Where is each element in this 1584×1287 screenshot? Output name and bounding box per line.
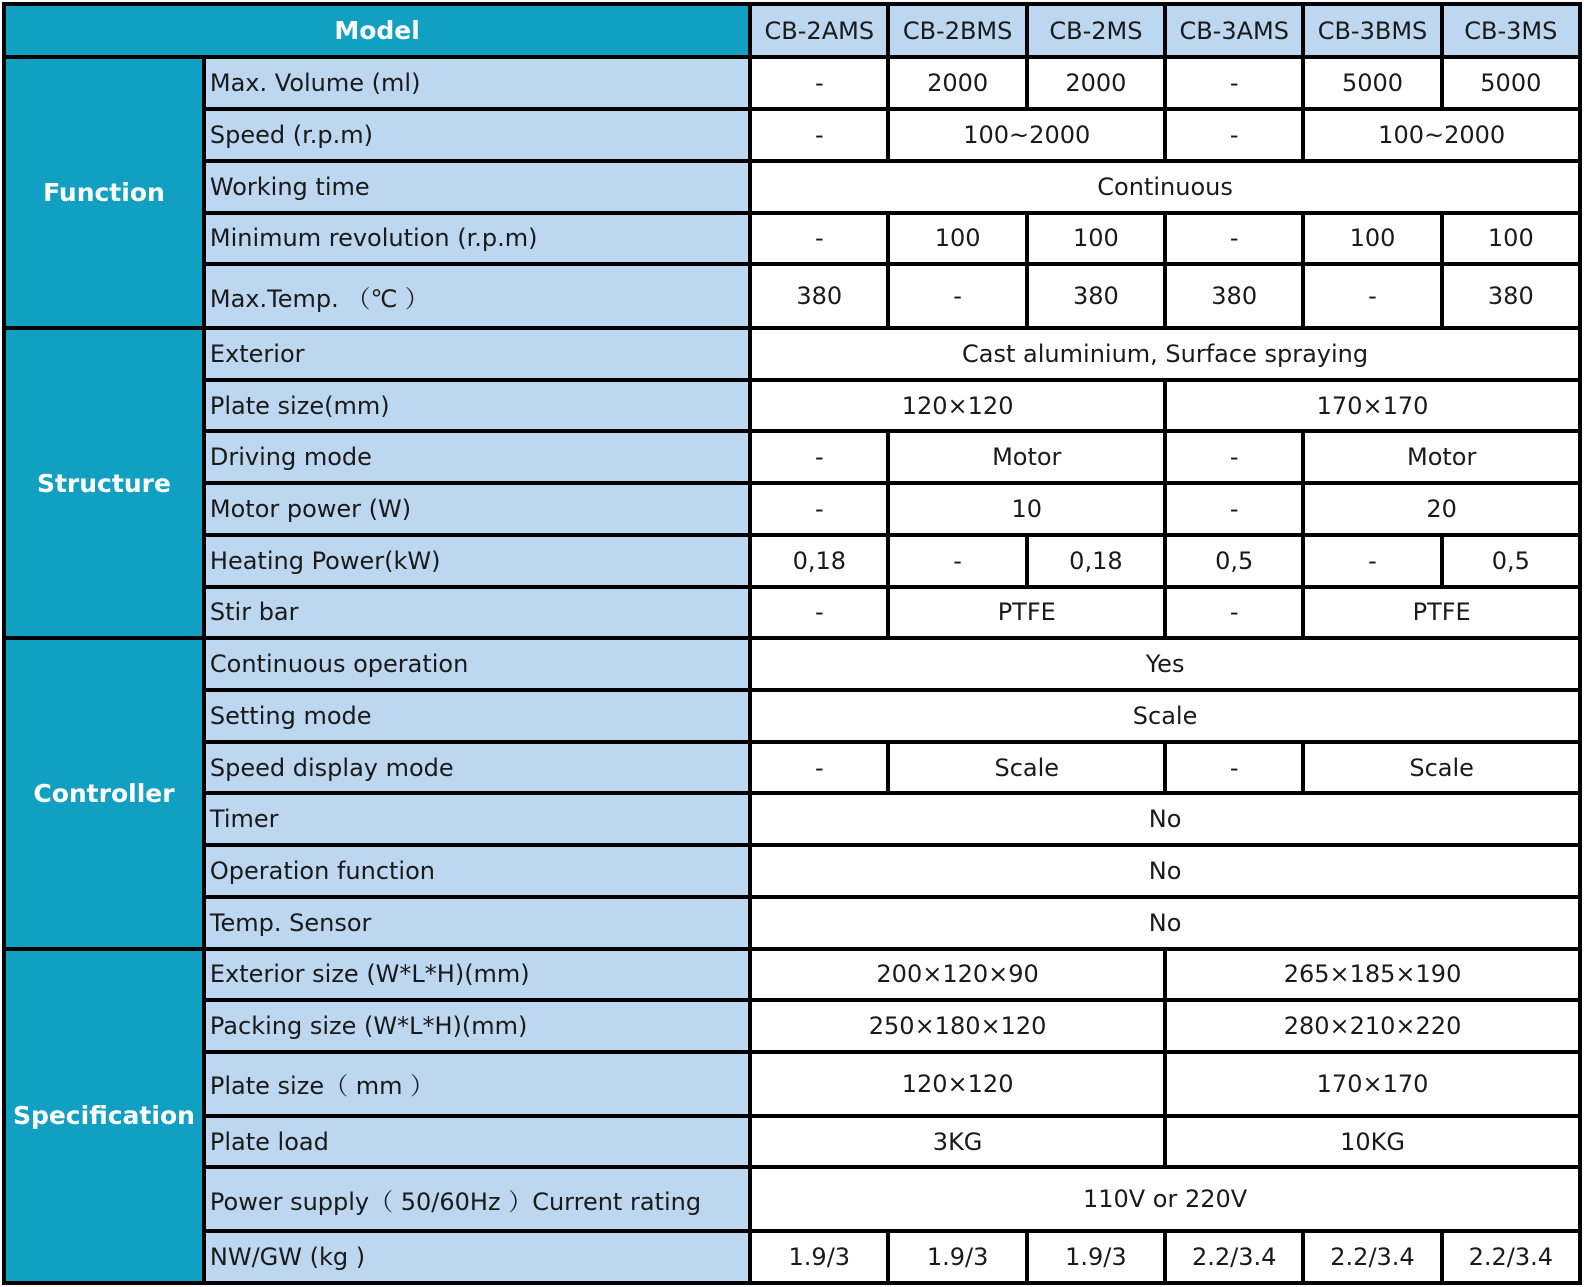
- row-label: Speed display mode: [206, 744, 748, 792]
- table-row: [6, 485, 1578, 533]
- value-cell: 200×120×90: [752, 951, 1163, 999]
- value-cell: -: [752, 59, 886, 107]
- model-name-header: CB-2AMS: [752, 6, 886, 55]
- value-cell: 10: [890, 485, 1163, 533]
- value-cell: 250×180×120: [752, 1002, 1163, 1050]
- value-cell: 120×120: [752, 1054, 1163, 1114]
- value-cell: 2.2/3.4: [1305, 1233, 1439, 1281]
- group-label: Controller: [6, 640, 202, 946]
- model-name-header: CB-3AMS: [1167, 6, 1301, 55]
- group-label: Function: [6, 59, 202, 326]
- value-cell: -: [1167, 433, 1301, 481]
- table-row: [6, 744, 1578, 792]
- row-label: Plate size(mm): [206, 382, 748, 430]
- row-label: Speed (r.p.m): [206, 111, 748, 159]
- value-cell: Scale: [890, 744, 1163, 792]
- value-cell: 100: [890, 215, 1024, 263]
- table-row: [6, 537, 1578, 585]
- value-cell: 2000: [890, 59, 1024, 107]
- value-cell: -: [1167, 744, 1301, 792]
- value-cell: -: [752, 744, 886, 792]
- row-label: Driving mode: [206, 433, 748, 481]
- row-label: Continuous operation: [206, 640, 748, 688]
- row-label: Max. Volume (ml): [206, 59, 748, 107]
- value-cell: -: [1167, 589, 1301, 637]
- value-cell: 170×170: [1167, 382, 1578, 430]
- value-cell: 100~2000: [890, 111, 1163, 159]
- value-cell: No: [752, 795, 1578, 843]
- spec-table-body: [6, 6, 1578, 1281]
- table-row: [6, 266, 1578, 326]
- table-row: [6, 589, 1578, 637]
- table-row: [6, 640, 1578, 688]
- table-row: [6, 951, 1578, 999]
- value-cell: -: [1305, 266, 1439, 326]
- row-label: Minimum revolution (r.p.m): [206, 215, 748, 263]
- table-row: [6, 1118, 1578, 1166]
- value-cell: -: [1305, 537, 1439, 585]
- value-cell: 170×170: [1167, 1054, 1578, 1114]
- row-label: Operation function: [206, 847, 748, 895]
- table-row: [6, 1054, 1578, 1114]
- value-cell: Continuous: [752, 163, 1578, 211]
- row-label: Heating Power(kW): [206, 537, 748, 585]
- value-cell: 3KG: [752, 1118, 1163, 1166]
- value-cell: 100~2000: [1305, 111, 1578, 159]
- value-cell: 0,18: [1029, 537, 1163, 585]
- row-label: Max.Temp. （℃ ）: [206, 266, 748, 326]
- value-cell: -: [752, 433, 886, 481]
- row-label: Exterior: [206, 330, 748, 378]
- row-label: Power supply（ 50/60Hz ）Current rating: [206, 1169, 748, 1229]
- model-header: Model: [6, 6, 748, 55]
- value-cell: 5000: [1444, 59, 1578, 107]
- value-cell: 0,5: [1444, 537, 1578, 585]
- table-row: [6, 59, 1578, 107]
- model-name-header: CB-2MS: [1029, 6, 1163, 55]
- value-cell: -: [1167, 485, 1301, 533]
- row-label: Exterior size (W*L*H)(mm): [206, 951, 748, 999]
- value-cell: 100: [1029, 215, 1163, 263]
- table-row: [6, 1002, 1578, 1050]
- row-label: Packing size (W*L*H)(mm): [206, 1002, 748, 1050]
- value-cell: 1.9/3: [890, 1233, 1024, 1281]
- model-name-header: CB-2BMS: [890, 6, 1024, 55]
- value-cell: 20: [1305, 485, 1578, 533]
- row-label: Working time: [206, 163, 748, 211]
- row-label: NW/GW (kg ): [206, 1233, 748, 1281]
- row-label: Plate load: [206, 1118, 748, 1166]
- value-cell: 0,5: [1167, 537, 1301, 585]
- model-name-header: CB-3MS: [1444, 6, 1578, 55]
- value-cell: No: [752, 899, 1578, 947]
- value-cell: -: [890, 266, 1024, 326]
- row-label: Temp. Sensor: [206, 899, 748, 947]
- value-cell: -: [752, 485, 886, 533]
- value-cell: -: [752, 589, 886, 637]
- value-cell: 100: [1444, 215, 1578, 263]
- table-row: [6, 163, 1578, 211]
- value-cell: 265×185×190: [1167, 951, 1578, 999]
- value-cell: PTFE: [1305, 589, 1578, 637]
- table-row: [6, 692, 1578, 740]
- group-label: Structure: [6, 330, 202, 636]
- value-cell: PTFE: [890, 589, 1163, 637]
- value-cell: 120×120: [752, 382, 1163, 430]
- value-cell: 380: [1167, 266, 1301, 326]
- value-cell: No: [752, 847, 1578, 895]
- value-cell: -: [1167, 59, 1301, 107]
- row-label: Motor power (W): [206, 485, 748, 533]
- value-cell: 100: [1305, 215, 1439, 263]
- value-cell: 2.2/3.4: [1167, 1233, 1301, 1281]
- table-row: [6, 382, 1578, 430]
- table-row: [6, 847, 1578, 895]
- table-row: [6, 899, 1578, 947]
- value-cell: 380: [1029, 266, 1163, 326]
- value-cell: 1.9/3: [1029, 1233, 1163, 1281]
- row-label: Plate size（ mm ）: [206, 1054, 748, 1114]
- value-cell: 2000: [1029, 59, 1163, 107]
- table-row: [6, 1169, 1578, 1229]
- value-cell: 380: [752, 266, 886, 326]
- table-row: [6, 795, 1578, 843]
- group-label: Specification: [6, 951, 202, 1281]
- value-cell: 380: [1444, 266, 1578, 326]
- model-name-header: CB-3BMS: [1305, 6, 1439, 55]
- value-cell: 10KG: [1167, 1118, 1578, 1166]
- header-row: [6, 6, 1578, 55]
- value-cell: 1.9/3: [752, 1233, 886, 1281]
- value-cell: Yes: [752, 640, 1578, 688]
- spec-table: [2, 2, 1582, 1285]
- value-cell: 110V or 220V: [752, 1169, 1578, 1229]
- value-cell: 280×210×220: [1167, 1002, 1578, 1050]
- value-cell: -: [752, 215, 886, 263]
- value-cell: Scale: [1305, 744, 1578, 792]
- table-row: [6, 330, 1578, 378]
- table-row: [6, 111, 1578, 159]
- value-cell: 2.2/3.4: [1444, 1233, 1578, 1281]
- value-cell: -: [1167, 111, 1301, 159]
- value-cell: Motor: [1305, 433, 1578, 481]
- row-label: Setting mode: [206, 692, 748, 740]
- row-label: Timer: [206, 795, 748, 843]
- value-cell: Scale: [752, 692, 1578, 740]
- row-label: Stir bar: [206, 589, 748, 637]
- table-row: [6, 1233, 1578, 1281]
- value-cell: -: [752, 111, 886, 159]
- value-cell: -: [890, 537, 1024, 585]
- value-cell: 0,18: [752, 537, 886, 585]
- value-cell: 5000: [1305, 59, 1439, 107]
- table-row: [6, 215, 1578, 263]
- value-cell: Motor: [890, 433, 1163, 481]
- value-cell: -: [1167, 215, 1301, 263]
- table-row: [6, 433, 1578, 481]
- value-cell: Cast aluminium, Surface spraying: [752, 330, 1578, 378]
